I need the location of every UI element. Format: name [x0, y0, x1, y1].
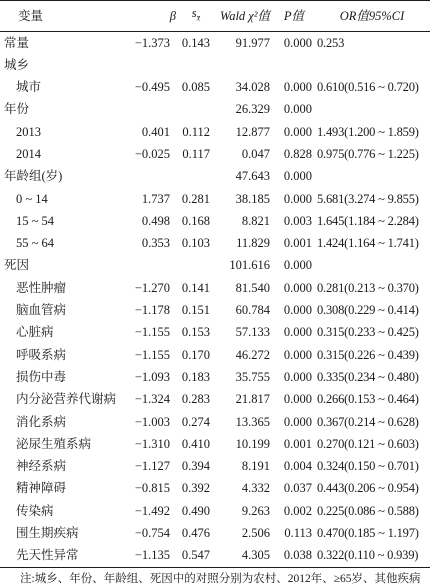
wald-cell: 11.829: [236, 236, 270, 251]
or-ci-cell: 0.253: [317, 35, 345, 50]
row-label: 15 ~ 54: [16, 213, 55, 228]
wald-cell: 13.365: [235, 414, 270, 429]
wald-cell: 46.272: [235, 347, 270, 362]
or-ci-cell: 0.315(0.226 ~ 0.439): [317, 347, 419, 362]
row-label: 死因: [4, 258, 30, 273]
p-value-cell: 0.002: [283, 503, 312, 518]
beta-cell: [128, 165, 176, 187]
header-wald: [216, 1, 274, 32]
or-ci-cell: 0.470(0.185 ~ 1.197): [317, 526, 419, 541]
table-row: [0, 254, 430, 276]
row-label: 传染病: [16, 503, 54, 518]
se-cell: 0.112: [182, 124, 210, 139]
table-row: [0, 455, 430, 477]
beta-cell: −1.270: [134, 280, 170, 295]
se-cell: 0.141: [181, 280, 210, 295]
p-value-cell: 0.000: [283, 80, 312, 95]
or-ci-cell: 0.281(0.213 ~ 0.370): [317, 280, 419, 295]
or-ci-cell: 0.610(0.516 ~ 0.720): [317, 80, 419, 95]
beta-cell: 0.401: [141, 124, 170, 139]
table-row: [0, 544, 430, 567]
wald-cell: 57.133: [235, 325, 270, 340]
table-row: [0, 321, 430, 343]
p-value-cell: 0.000: [283, 169, 312, 184]
wald-cell: 35.755: [235, 369, 270, 384]
p-value-cell: 0.113: [284, 526, 312, 541]
p-value-cell: 0.000: [283, 303, 312, 318]
or-ci-cell: 0.443(0.206 ~ 0.954): [317, 481, 419, 496]
beta-cell: −1.373: [134, 35, 170, 50]
p-value-cell: 0.000: [283, 347, 312, 362]
row-label: 年龄组(岁): [4, 169, 63, 184]
header-se: [176, 1, 216, 32]
wald-cell: 10.199: [235, 436, 270, 451]
beta-cell: 1.737: [141, 191, 170, 206]
or-ci-cell: 0.975(0.776 ~ 1.225): [317, 146, 419, 161]
row-label: 55 ~ 64: [16, 236, 55, 251]
se-cell: 0.151: [181, 303, 210, 318]
wald-cell: 8.191: [241, 459, 270, 474]
table-row: [0, 121, 430, 143]
row-label: 先天性异常: [0, 544, 128, 567]
table-row: [0, 210, 430, 232]
beta-cell: −0.754: [134, 526, 170, 541]
or-ci-cell: 0.225(0.086 ~ 0.588): [317, 503, 419, 518]
p-value-cell: 0.828: [283, 146, 312, 161]
wald-cell: 60.784: [235, 303, 270, 318]
or-ci-cell: 0.322(0.110 ~ 0.939): [314, 544, 430, 567]
p-value-cell: [274, 54, 314, 76]
row-label: 0 ~ 14: [16, 191, 48, 206]
row-label: 消化系病: [16, 414, 67, 429]
beta-cell: −1.003: [134, 414, 170, 429]
header-variable: 变量: [0, 1, 128, 32]
se-cell: 0.117: [182, 146, 210, 161]
table-row: [0, 522, 430, 544]
or-ci-cell: [314, 254, 430, 276]
p-value-cell: 0.000: [283, 369, 312, 384]
table-row: [0, 98, 430, 120]
se-cell: 0.143: [181, 35, 210, 50]
beta-cell: −1.155: [134, 325, 170, 340]
header-se-subscript: x̄: [196, 13, 201, 23]
table-row: [0, 388, 430, 410]
row-label: 心脏病: [16, 325, 54, 340]
table-row: [0, 143, 430, 165]
p-value-cell: 0.000: [283, 258, 312, 273]
header-se-symbol: s: [191, 6, 197, 20]
p-value-cell: 0.000: [283, 191, 312, 206]
header-beta: β: [128, 1, 176, 32]
or-ci-cell: 0.335(0.234 ~ 0.480): [317, 369, 419, 384]
beta-cell: −1.178: [134, 303, 170, 318]
wald-cell: [216, 54, 274, 76]
se-cell: 0.274: [181, 414, 210, 429]
row-label: 损伤中毒: [16, 369, 67, 384]
row-label: 呼吸系病: [16, 347, 67, 362]
wald-cell: 4.305: [216, 544, 274, 567]
p-value-cell: 0.000: [283, 280, 312, 295]
row-label: 围生期疾病: [16, 526, 79, 541]
se-cell: [176, 165, 216, 187]
beta-cell: −1.127: [134, 459, 170, 474]
row-label: 内分泌营养代谢病: [16, 392, 117, 407]
se-cell: 0.281: [181, 191, 210, 206]
wald-cell: 8.821: [241, 213, 270, 228]
beta-cell: −0.815: [134, 481, 170, 496]
header-p-label: P值: [283, 8, 305, 23]
se-cell: 0.153: [181, 325, 210, 340]
wald-cell: 81.540: [235, 280, 270, 295]
or-ci-cell: [314, 54, 430, 76]
p-value-cell: 0.003: [283, 213, 312, 228]
se-cell: 0.392: [181, 481, 210, 496]
or-ci-cell: 1.645(1.184 ~ 2.284): [317, 213, 419, 228]
table-row: [0, 411, 430, 433]
se-cell: [176, 98, 216, 120]
se-cell: 0.085: [181, 80, 210, 95]
or-ci-cell: 5.681(3.274 ~ 9.855): [317, 191, 419, 206]
table-row: [0, 366, 430, 388]
se-cell: 0.547: [176, 544, 216, 567]
p-value-cell: 0.001: [283, 236, 312, 251]
beta-cell: [128, 254, 176, 276]
p-value-cell: 0.037: [283, 481, 312, 496]
wald-cell: 38.185: [235, 191, 270, 206]
table-row: [0, 433, 430, 455]
table-row: [0, 76, 430, 98]
se-cell: [176, 54, 216, 76]
or-ci-cell: 0.270(0.121 ~ 0.603): [317, 436, 419, 451]
se-cell: 0.168: [181, 213, 210, 228]
beta-cell: −1.310: [134, 436, 170, 451]
beta-cell: −1.155: [134, 347, 170, 362]
se-cell: 0.283: [181, 392, 210, 407]
se-cell: 0.103: [181, 236, 210, 251]
beta-cell: −1.093: [134, 369, 170, 384]
p-value-cell: 0.038: [274, 544, 314, 567]
row-label: 泌尿生殖系病: [16, 436, 92, 451]
header-or-label: OR值95%CI: [339, 8, 405, 23]
beta-cell: −0.025: [134, 146, 170, 161]
row-label: 精神障碍: [16, 481, 67, 496]
p-value-cell: 0.000: [283, 124, 312, 139]
wald-cell: 101.616: [229, 258, 270, 273]
or-ci-cell: [314, 98, 430, 120]
row-label: 恶性肿瘤: [16, 280, 67, 295]
p-value-cell: 0.001: [283, 436, 312, 451]
table-row: [0, 500, 430, 522]
table-row: [0, 344, 430, 366]
row-label: 神经系病: [16, 459, 67, 474]
se-cell: 0.183: [181, 369, 210, 384]
row-label: 常量: [4, 35, 30, 50]
se-cell: 0.394: [181, 459, 210, 474]
table-row: [0, 277, 430, 299]
se-cell: 0.476: [181, 526, 210, 541]
table-row: [0, 232, 430, 254]
or-ci-cell: 0.266(0.153 ~ 0.464): [317, 392, 419, 407]
beta-cell: −0.495: [134, 80, 170, 95]
se-cell: 0.170: [181, 347, 210, 362]
wald-cell: 47.643: [235, 169, 270, 184]
row-label: 2013: [16, 124, 41, 139]
wald-cell: 26.329: [235, 102, 270, 117]
table-row: [0, 477, 430, 499]
or-ci-cell: 1.493(1.200 ~ 1.859): [317, 124, 419, 139]
wald-cell: 34.028: [235, 80, 270, 95]
table-row: [0, 299, 430, 321]
beta-cell: [128, 98, 176, 120]
p-value-cell: 0.000: [283, 35, 312, 50]
table-row: [0, 188, 430, 210]
table-footnote: 注:城乡、年份、年龄组、死因中的对照分别为农村、2012年、≥65岁、其他疾病: [20, 572, 421, 585]
header-row: [0, 1, 430, 32]
wald-cell: 0.047: [241, 146, 270, 161]
se-cell: 0.490: [181, 503, 210, 518]
row-label: 城乡: [4, 57, 30, 72]
table-header: [0, 1, 430, 32]
header-p: [274, 1, 314, 32]
p-value-cell: 0.000: [283, 325, 312, 340]
p-value-cell: 0.004: [283, 459, 312, 474]
wald-cell: 21.817: [235, 392, 270, 407]
p-value-cell: 0.000: [283, 102, 312, 117]
wald-cell: 12.877: [235, 124, 270, 139]
header-wald-label: Wald χ²值: [219, 8, 271, 23]
or-ci-cell: 0.315(0.233 ~ 0.425): [317, 325, 419, 340]
wald-cell: 4.332: [241, 481, 270, 496]
beta-cell: −1.135: [128, 544, 176, 567]
p-value-cell: 0.000: [283, 392, 312, 407]
table-row: [0, 54, 430, 76]
row-label: 城市: [16, 80, 42, 95]
wald-cell: 91.977: [235, 35, 270, 50]
or-ci-cell: [314, 165, 430, 187]
se-cell: 0.410: [181, 436, 210, 451]
or-ci-cell: 0.308(0.229 ~ 0.414): [317, 303, 419, 318]
row-label: 脑血管病: [16, 303, 67, 318]
or-ci-cell: 0.367(0.214 ~ 0.628): [317, 414, 419, 429]
wald-cell: 9.263: [241, 503, 270, 518]
or-ci-cell: 0.324(0.150 ~ 0.701): [317, 459, 419, 474]
beta-cell: [128, 54, 176, 76]
beta-cell: −1.492: [134, 503, 170, 518]
table-row: [0, 31, 430, 54]
table-body: [0, 31, 430, 567]
beta-cell: 0.353: [141, 236, 170, 251]
table-row: [0, 165, 430, 187]
or-ci-cell: 1.424(1.164 ~ 1.741): [317, 236, 419, 251]
wald-cell: 2.506: [241, 526, 270, 541]
beta-cell: −1.324: [134, 392, 170, 407]
se-cell: [176, 254, 216, 276]
beta-cell: 0.498: [141, 213, 170, 228]
row-label: 2014: [16, 146, 41, 161]
row-label: 年份: [4, 102, 30, 117]
header-or: [314, 1, 430, 32]
p-value-cell: 0.000: [283, 414, 312, 429]
